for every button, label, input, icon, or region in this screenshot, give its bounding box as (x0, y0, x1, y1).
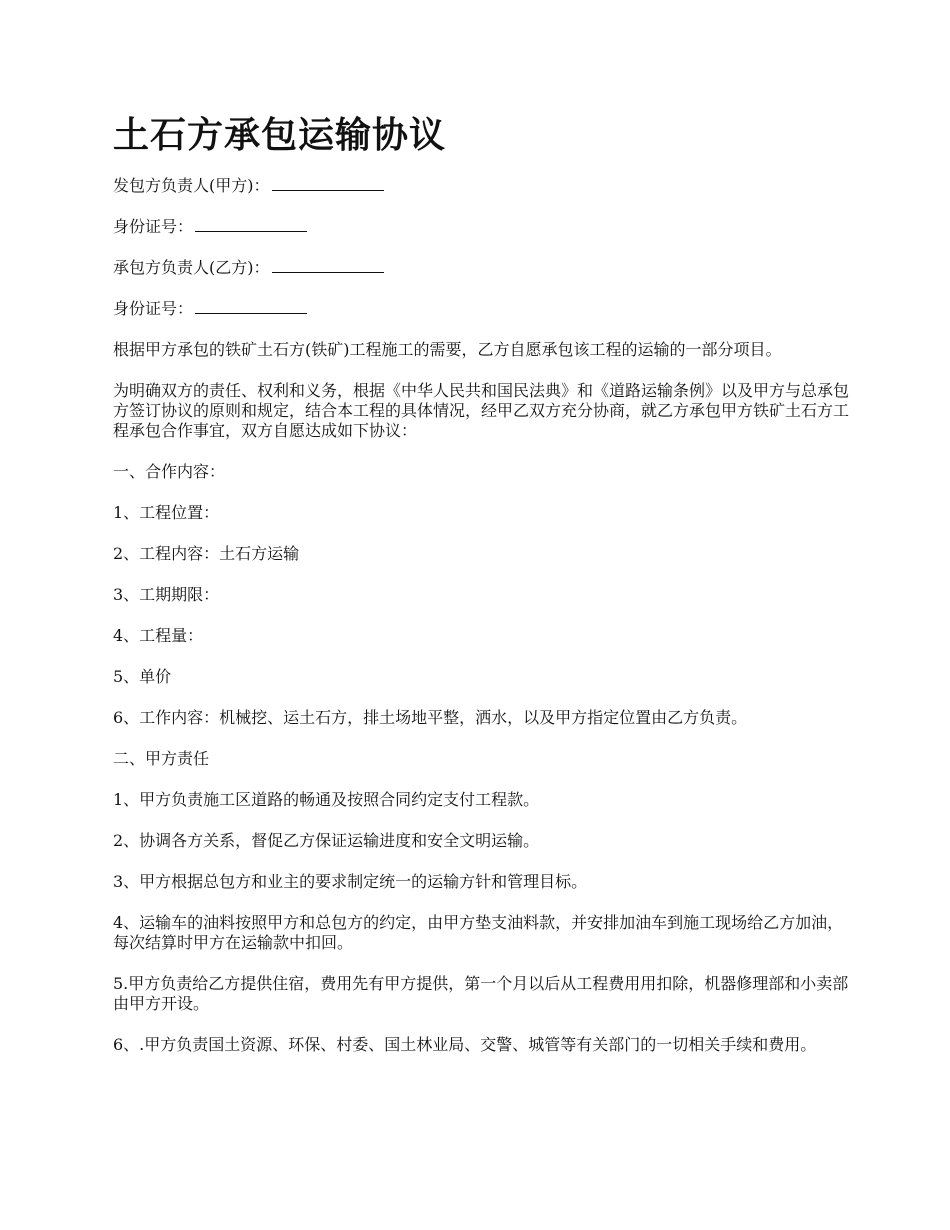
list-item: 3、甲方根据总包方和业主的要求制定统一的运输方针和管理目标。 (113, 872, 588, 891)
party-b-id-field (113, 299, 853, 319)
paragraph: 根据甲方承包的铁矿土石方(铁矿)工程施工的需要，乙方自愿承包该工程的运输的一部分项目。 (113, 340, 782, 359)
list-item: 4、工程量： (113, 626, 204, 645)
blank-line (272, 258, 384, 273)
party-a-field (113, 176, 853, 196)
paragraph: 为明确双方的责任、权利和义务，根据《中华人民共和国民法典》和《道路运输条例》以及甲方与总承包方签订协议的原则和规定，结合本工程的具体情况，经甲乙双方充分协商，就乙方承包甲方铁矿土石方工程承包合作事宜，双方自愿达成如下协议： (113, 381, 850, 440)
list-item: 5、单价 (113, 667, 172, 686)
blank-line (195, 299, 307, 314)
list-item: 1、工程位置： (113, 503, 220, 522)
list-item: 6、工作内容：机械挖、运土石方，排土场地平整，洒水，以及甲方指定位置由乙方负责。 (113, 708, 748, 727)
list-item: 2、工程内容：土石方运输 (113, 544, 300, 563)
party-a-id-field (113, 217, 853, 237)
blank-line (195, 217, 307, 232)
list-item: 5.甲方负责给乙方提供住宿，费用先有甲方提供，第一个月以后从工程费用用扣除，机器修理部和小卖部由甲方开设。 (113, 974, 849, 1013)
document-title: 土石方承包运输协议 (113, 115, 447, 156)
section-heading: 一、合作内容： (113, 462, 226, 481)
field-label: 身份证号： (113, 217, 194, 236)
blank-line (272, 176, 384, 191)
list-item: 6、.甲方负责国土资源、环保、村委、国土林业局、交警、城管等有关部门的一切相关手续和费用。 (113, 1035, 817, 1054)
field-label: 身份证号： (113, 299, 194, 318)
party-b-field (113, 258, 853, 278)
field-label: 发包方负责人(甲方)： (113, 176, 270, 195)
list-item: 1、甲方负责施工区道路的畅通及按照合同约定支付工程款。 (113, 790, 540, 809)
document-page (113, 112, 853, 1076)
field-label: 承包方负责人(乙方)： (113, 258, 270, 277)
section-heading: 二、甲方责任 (113, 749, 210, 768)
list-item: 4、运输车的油料按照甲方和总包方的约定，由甲方垫支油料款，并安排加油车到施工现场给乙方加油，每次结算时甲方在运输款中扣回。 (113, 913, 844, 952)
list-item: 2、协调各方关系，督促乙方保证运输进度和安全文明运输。 (113, 831, 540, 850)
list-item: 3、工期期限： (113, 585, 220, 604)
